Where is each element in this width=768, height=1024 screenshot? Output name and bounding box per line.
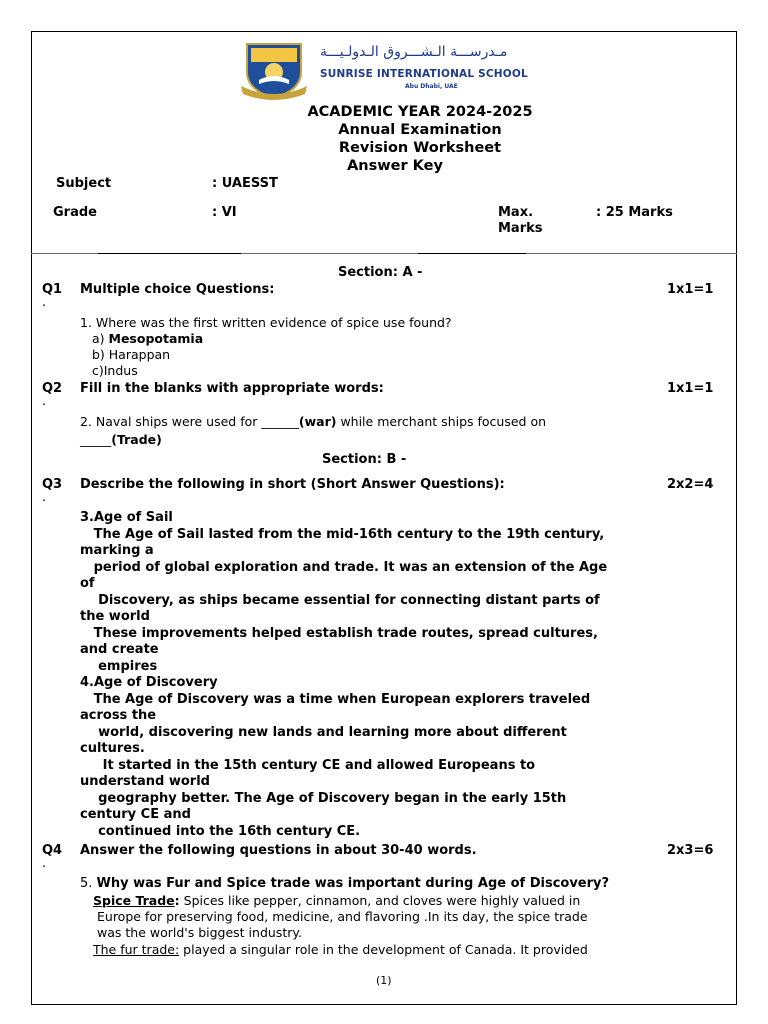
spice-text-1: Spices like pepper, cinnamon, and cloves were highly valued in [179, 893, 581, 908]
q3-answer-line: cultures. [80, 741, 145, 756]
q3-answer-line: of [80, 576, 95, 591]
q3-answer-line: These improvements helped establish trade routes, spread cultures, [80, 625, 598, 641]
q3-answer-line: It started in the 15th century CE and allowed Europeans to [80, 757, 536, 773]
q5-text: Why was Fur and Spice trade was important during Age of Discovery? [96, 876, 610, 891]
q3-answer-line: 4.Age of Discovery [80, 675, 218, 690]
page-number: (1) [376, 974, 392, 987]
school-name-arabic: مـدرســـة الـشـــروق الـدولـيـــة [320, 44, 508, 60]
q2-dot: . [42, 394, 47, 409]
q3-answer-line: period of global exploration and trade. It was an extension of the Age [80, 559, 608, 575]
q3-answer-line: 3.Age of Sail [80, 510, 173, 525]
q2-answer-trade: (Trade) [111, 432, 162, 447]
worksheet-title: Revision Worksheet [338, 140, 502, 156]
exam-title: Annual Examination [338, 122, 502, 138]
grade-label: Grade [53, 205, 97, 220]
spice-line-1 [93, 893, 580, 908]
q3-answer-line: empires [80, 658, 158, 674]
q3-answer-line: geography better. The Age of Discovery began in the early 15th [80, 790, 567, 806]
q1-option-c: c)Indus [92, 363, 138, 378]
max-marks-label-2: Marks [498, 221, 543, 236]
spice-trade-label: Spice Trade [93, 893, 175, 908]
academic-year: ACADEMIC YEAR 2024-2025 [307, 104, 533, 120]
q3-answer-line: century CE and [80, 807, 191, 822]
q1-title: Multiple choice Questions: [80, 282, 275, 297]
max-marks-value: : 25 Marks [596, 205, 673, 220]
divider-accent-right [418, 253, 526, 254]
spice-line-3: was the world's biggest industry. [97, 925, 302, 940]
max-marks-label-1: Max. [498, 205, 534, 220]
q3-answer-line: The Age of Discovery was a time when European explorers traveled [80, 691, 591, 707]
q1-question: 1. Where was the first written evidence of spice use found? [80, 315, 452, 330]
q3-number: Q3 [42, 477, 63, 492]
q3-answer-line: understand world [80, 774, 210, 789]
q2-sentence-line1 [80, 414, 546, 429]
grade-value: : VI [212, 205, 237, 220]
q3-dot: . [42, 490, 47, 505]
q2-part3: _____ [80, 432, 112, 447]
q4-title: Answer the following questions in about 30-40 words. [80, 843, 477, 858]
q3-answer-line: marking a [80, 543, 154, 558]
q3-answer-line: continued into the 16th century CE. [80, 823, 361, 839]
q3-marks: 2x2=4 [667, 477, 714, 492]
q5-prefix: 5. [80, 876, 97, 891]
q1-option-b: b) Harappan [92, 347, 171, 362]
q2-part2: while merchant ships focused on [336, 414, 547, 429]
q4-marks: 2x3=6 [667, 843, 714, 858]
q2-number: Q2 [42, 381, 63, 396]
q2-marks: 1x1=1 [667, 381, 714, 396]
q2-title: Fill in the blanks with appropriate words: [80, 381, 384, 396]
q5-question [80, 876, 609, 891]
section-a-heading: Section: A - [338, 265, 423, 280]
fur-line-1 [93, 942, 588, 957]
q2-part1: 2. Naval ships were used for ______ [80, 414, 299, 429]
answer-key-title: Answer Key [347, 158, 443, 174]
fur-text-1: played a singular role in the development of Canada. It provided [179, 942, 588, 957]
q1-option-a-answer: Mesopotamia [108, 331, 204, 346]
divider-accent-left [98, 253, 241, 254]
q4-dot: . [42, 856, 47, 871]
q3-answer-line: the world [80, 609, 150, 624]
school-logo [239, 42, 309, 102]
q3-answer-line: Discovery, as ships became essential for connecting distant parts of [80, 592, 600, 608]
q1-option-a-prefix: a) [92, 331, 109, 346]
q4-number: Q4 [42, 843, 63, 858]
q1-number: Q1 [42, 282, 63, 297]
section-b-heading: Section: B - [322, 452, 407, 467]
subject-label: Subject [56, 176, 112, 191]
q1-dot: . [42, 295, 47, 310]
spice-trade-colon: : [174, 893, 180, 908]
school-name-english: SUNRISE INTERNATIONAL SCHOOL [320, 68, 528, 80]
subject-value: : UAESST [212, 176, 278, 191]
spice-line-2: Europe for preserving food, medicine, and flavoring .In its day, the spice trade [97, 909, 588, 924]
fur-trade-label: The fur trade: [93, 942, 180, 957]
q3-answer-line: The Age of Sail lasted from the mid-16th century to the 19th century, [80, 526, 605, 542]
q3-answer-line: world, discovering new lands and learning more about different [80, 724, 567, 740]
q1-marks: 1x1=1 [667, 282, 714, 297]
q3-answer-line: across the [80, 708, 157, 723]
q2-answer-war: (war) [298, 414, 337, 429]
q1-option-a [92, 331, 203, 346]
q3-title: Describe the following in short (Short Answer Questions): [80, 477, 505, 492]
q2-sentence-line2 [80, 432, 162, 447]
q3-answer-line: and create [80, 642, 159, 657]
school-city: Abu Dhabi, UAE [405, 83, 458, 90]
